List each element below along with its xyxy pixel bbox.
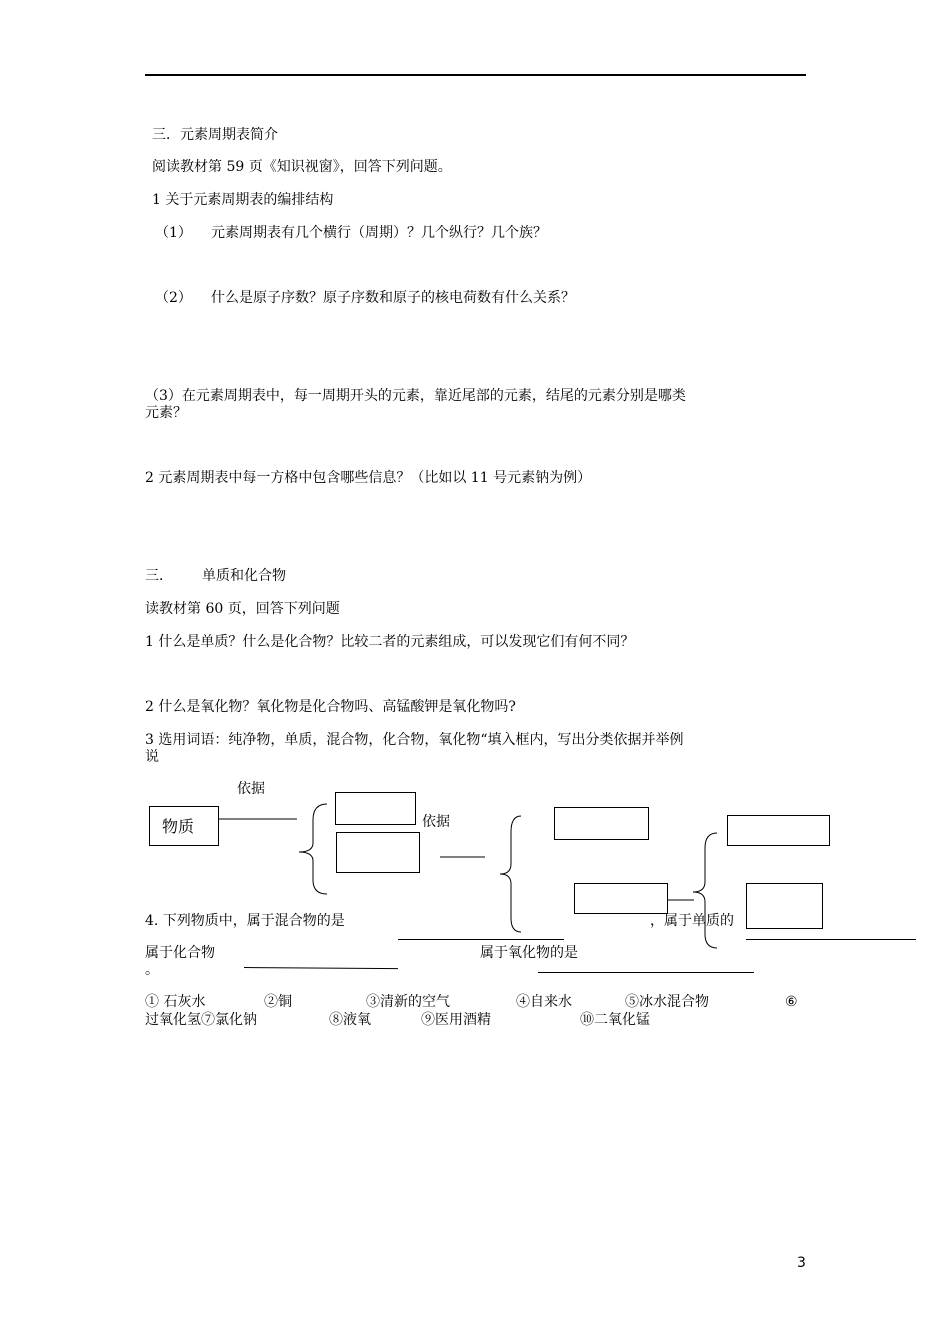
question-4-simple-substance: ，属于单质的 [650, 913, 734, 929]
option-1: ① 石灰水 [145, 994, 206, 1010]
option-10: ⑩二氧化锰 [580, 1012, 650, 1028]
option-8: ⑧液氧 [329, 1012, 371, 1028]
level2-box-top[interactable] [554, 807, 649, 840]
basis-label-1: 依据 [237, 781, 265, 797]
root-label: 物质 [162, 817, 195, 836]
question-4-oxide: 属于氧化物的是 [480, 945, 578, 961]
basis-label-2: 依据 [422, 814, 450, 830]
right-brace [693, 833, 717, 948]
question-4-compound: 属于化合物 [145, 945, 215, 961]
question-4-period: 。 [145, 962, 159, 978]
question-1: 1 什么是单质？什么是化合物？比较二者的元素组成，可以发现它们有何不同？ [145, 634, 635, 650]
option-6-7: 过氧化氢⑦氯化钠 [145, 1012, 257, 1028]
page-number: 3 [797, 1255, 806, 1271]
question-1-3: （3）在元素周期表中，每一周期开头的元素，靠近尾部的元素，结尾的元素分别是哪类 [145, 388, 686, 404]
question-1-3-continued: 元素？ [145, 405, 187, 421]
reading-instruction: 读教材第 60 页，回答下列问题 [145, 601, 340, 617]
option-4: ④自来水 [516, 994, 572, 1010]
question-1-1-number: （1） [155, 225, 192, 241]
section-title: 三．元素周期表简介 [152, 127, 278, 143]
question-2: 2 元素周期表中每一方格中包含哪些信息？（比如以 11 号元素钠为例） [145, 470, 592, 486]
section-number: 三． [145, 568, 173, 584]
question-2: 2 什么是氧化物？氧化物是化合物吗、高锰酸钾是氧化物吗? [145, 699, 516, 715]
question-4-lead: 4. 下列物质中，属于混合物的是 [145, 913, 345, 929]
question-1-2: 什么是原子序数？原子序数和原子的核电荷数有什么关系？ [211, 290, 575, 306]
level3-box-top[interactable] [727, 815, 830, 846]
answer-line-oxide[interactable] [538, 972, 754, 973]
left-brace [299, 804, 327, 894]
answer-line-mixture[interactable] [398, 939, 564, 940]
level1-box-top[interactable] [335, 792, 416, 825]
section-title: 单质和化合物 [202, 568, 286, 584]
level3-box-bottom[interactable] [746, 883, 823, 929]
root-box [149, 806, 219, 846]
question-1-1: 元素周期表有几个横行（周期）？几个纵行？几个族？ [211, 225, 547, 241]
level1-box-bottom[interactable] [336, 832, 420, 873]
option-9: ⑨医用酒精 [421, 1012, 491, 1028]
question-3: 3 选用词语：纯净物，单质，混合物，化合物，氧化物“填入框内，写出分类依据并举例 [145, 732, 684, 748]
reading-instruction: 阅读教材第 59 页《知识视窗》，回答下列问题。 [152, 159, 452, 175]
option-6-marker: ⑥ [785, 994, 798, 1010]
option-5: ⑤冰水混合物 [625, 994, 709, 1010]
question-3-continued: 说 [145, 749, 159, 765]
middle-brace [500, 816, 521, 932]
option-2: ②铜 [264, 994, 292, 1010]
question-1-2-number: （2） [155, 290, 192, 306]
option-3: ③清新的空气 [366, 994, 450, 1010]
answer-line-simple-substance[interactable] [746, 939, 916, 940]
level2-box-bottom[interactable] [574, 883, 668, 914]
question-1: 1 关于元素周期表的编排结构 [152, 192, 334, 208]
